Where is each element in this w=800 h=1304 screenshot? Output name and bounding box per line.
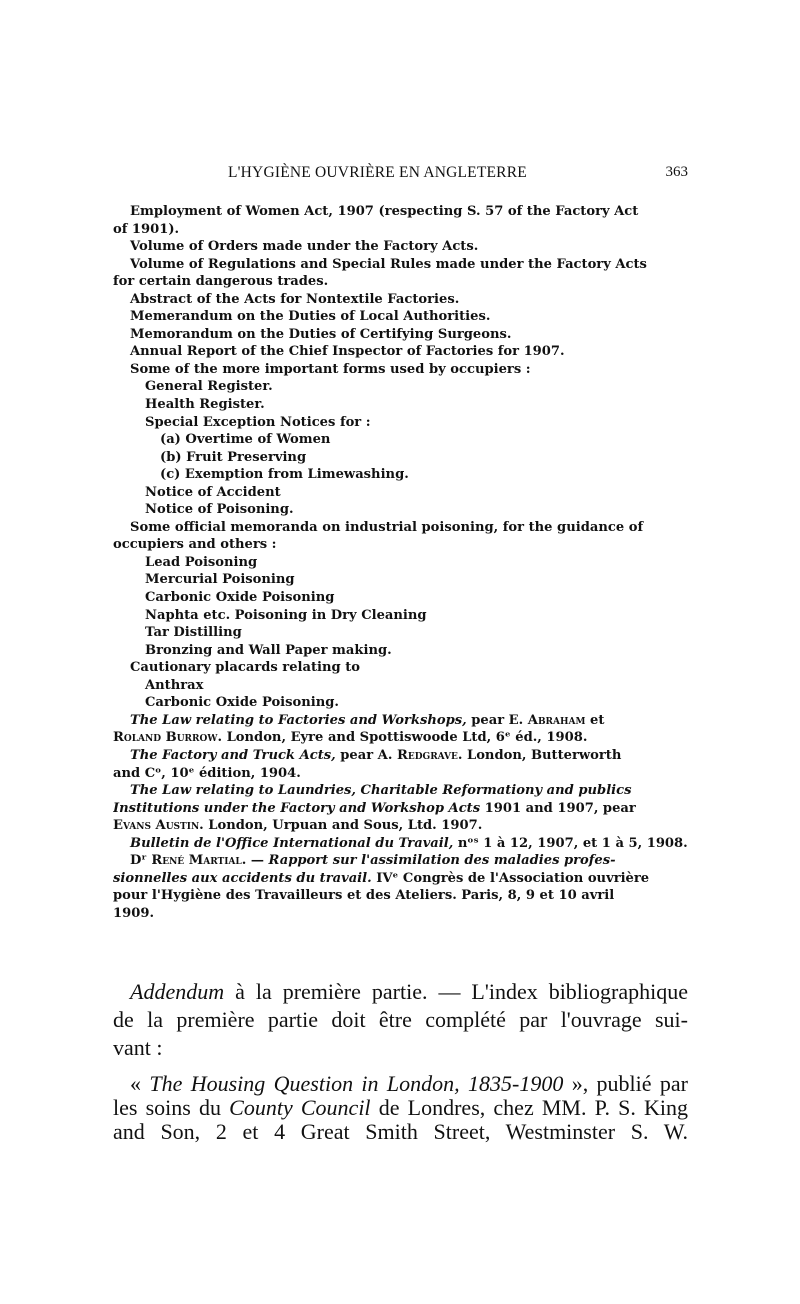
entry-author: Redgrave. bbox=[396, 747, 463, 763]
paragraph-text: les soins du bbox=[113, 1096, 221, 1120]
addendum-label: Addendum bbox=[130, 979, 225, 1004]
entry-title: The Law relating to Laundries, Charitable Reformationy and publics bbox=[130, 783, 632, 799]
list-item: Abstract of the Acts for Nontextile Factories. bbox=[130, 291, 460, 307]
quote-mark: « bbox=[130, 1072, 141, 1096]
entry-publication: nᵒˢ 1 à 12, 1907, et 1 à 5, 1908. bbox=[457, 835, 688, 851]
list-item: Annual Report of the Chief Inspector of Factories for 1907. bbox=[130, 344, 565, 360]
list-item: Bronzing and Wall Paper making. bbox=[145, 642, 392, 658]
bibliography-entry bbox=[113, 835, 688, 853]
paragraph-line bbox=[113, 1072, 688, 1096]
entry-publication: London, Urpuan and Sous, Ltd. 1907. bbox=[208, 818, 483, 834]
page-number: 363 bbox=[665, 164, 688, 180]
list-item: (a) Overtime of Women bbox=[160, 432, 331, 448]
list-item: Naphta etc. Poisoning in Dry Cleaning bbox=[145, 607, 427, 623]
work-title: The Housing Question in London, 1835-1900 bbox=[149, 1072, 564, 1096]
bibliography-entry-continued bbox=[113, 870, 688, 888]
entry-author: Abraham bbox=[527, 712, 586, 728]
bibliography-entry-continued bbox=[113, 800, 688, 818]
reference-list bbox=[113, 203, 688, 922]
entry-publication: pour l'Hygiène des Travailleurs et des Ateliers. Paris, 8, 9 et 10 avril bbox=[113, 888, 615, 904]
bibliography-entry-continued bbox=[113, 817, 688, 835]
list-item: Carbonic Oxide Poisoning bbox=[145, 590, 335, 606]
entry-title: Institutions under the Factory and Workshop Acts bbox=[113, 800, 481, 816]
list-item: Memerandum on the Duties of Local Authorities. bbox=[130, 309, 491, 325]
list-item: Some of the more important forms used by occupiers : bbox=[130, 361, 531, 377]
list-item: for certain dangerous trades. bbox=[113, 274, 329, 290]
list-item: Notice of Accident bbox=[145, 484, 281, 500]
list-item: of 1901). bbox=[113, 221, 180, 237]
bibliography-entry bbox=[113, 852, 688, 870]
entry-title: The Law relating to Factories and Workshops, bbox=[130, 712, 467, 728]
paragraph-text: de Londres, chez MM. P. S. King bbox=[378, 1096, 688, 1120]
entry-text: 1901 and 1907, pear bbox=[484, 800, 636, 816]
addendum-paragraph bbox=[113, 978, 688, 1062]
list-item: (b) Fruit Preserving bbox=[160, 449, 307, 465]
list-item: Cautionary placards relating to bbox=[130, 660, 361, 676]
list-item: Carbonic Oxide Poisoning. bbox=[145, 695, 339, 711]
list-item: Volume of Regulations and Special Rules made under the Factory Acts bbox=[130, 256, 647, 272]
list-item: Notice of Poisoning. bbox=[145, 502, 294, 518]
list-item: Anthrax bbox=[145, 677, 204, 693]
entry-text: et bbox=[590, 712, 605, 728]
entry-author: René Martial. bbox=[151, 853, 247, 869]
entry-publication: IVᵉ Congrès de l'Association ouvrière bbox=[376, 870, 650, 886]
list-item: Lead Poisoning bbox=[145, 554, 258, 570]
list-item: Tar Distilling bbox=[145, 625, 242, 641]
entry-text: Dʳ bbox=[130, 853, 147, 869]
entry-publication: London, Butterworth bbox=[466, 747, 622, 763]
list-item: Volume of Orders made under the Factory Acts. bbox=[130, 239, 479, 255]
paragraph-line: vant : bbox=[113, 1035, 163, 1060]
running-title: L'HYGIÈNE OUVRIÈRE EN ANGLETERRE bbox=[228, 164, 527, 181]
housing-paragraph bbox=[113, 1072, 688, 1144]
bibliography-entry-continued bbox=[113, 729, 688, 747]
list-item: Employment of Women Act, 1907 (respecting S. 57 of the Factory Act bbox=[130, 204, 639, 219]
entry-publication: and Cᵒ, 10ᵉ édition, 1904. bbox=[113, 765, 301, 781]
county-council: County Council bbox=[229, 1096, 371, 1120]
list-item: Health Register. bbox=[145, 397, 265, 413]
entry-publication: London, Eyre and Spottiswoode Ltd, 6ᵉ éd., 1908. bbox=[226, 730, 588, 746]
list-item: Mercurial Poisoning bbox=[145, 572, 295, 588]
entry-author: Evans Austin. bbox=[113, 818, 204, 834]
list-item: occupiers and others : bbox=[113, 537, 277, 553]
list-item: Special Exception Notices for : bbox=[145, 414, 371, 430]
bibliography-entry bbox=[113, 747, 688, 765]
paragraph-line bbox=[113, 1096, 688, 1120]
entry-title: Bulletin de l'Office International du Travail, bbox=[130, 835, 454, 851]
paragraph-text: », publié par bbox=[571, 1072, 688, 1096]
entry-author: Roland Burrow. bbox=[113, 730, 223, 746]
page-header bbox=[0, 164, 800, 184]
paragraph-line: and Son, 2 et 4 Great Smith Street, Westminster S. W. bbox=[113, 1120, 688, 1144]
list-item: Some official memoranda on industrial poisoning, for the guidance of bbox=[130, 519, 644, 535]
entry-title: sionnelles aux accidents du travail. bbox=[113, 870, 372, 886]
entry-text: — bbox=[250, 853, 264, 869]
list-item: Memorandum on the Duties of Certifying Surgeons. bbox=[130, 326, 512, 342]
list-item: General Register. bbox=[145, 379, 273, 395]
entry-title: Rapport sur l'assimilation des maladies profes- bbox=[268, 853, 616, 869]
entry-text: pear A. bbox=[340, 747, 393, 763]
paragraph-line bbox=[113, 978, 688, 1006]
entry-publication: 1909. bbox=[113, 905, 155, 921]
list-item: (c) Exemption from Limewashing. bbox=[160, 467, 409, 483]
paragraph-text: à la première partie. — L'index bibliographique bbox=[235, 979, 688, 1004]
bibliography-entry bbox=[113, 712, 688, 730]
entry-text: pear E. bbox=[471, 712, 524, 728]
paragraph-line: de la première partie doit être complété par l'ouvrage sui- bbox=[113, 1007, 688, 1032]
entry-title: The Factory and Truck Acts, bbox=[130, 747, 336, 763]
